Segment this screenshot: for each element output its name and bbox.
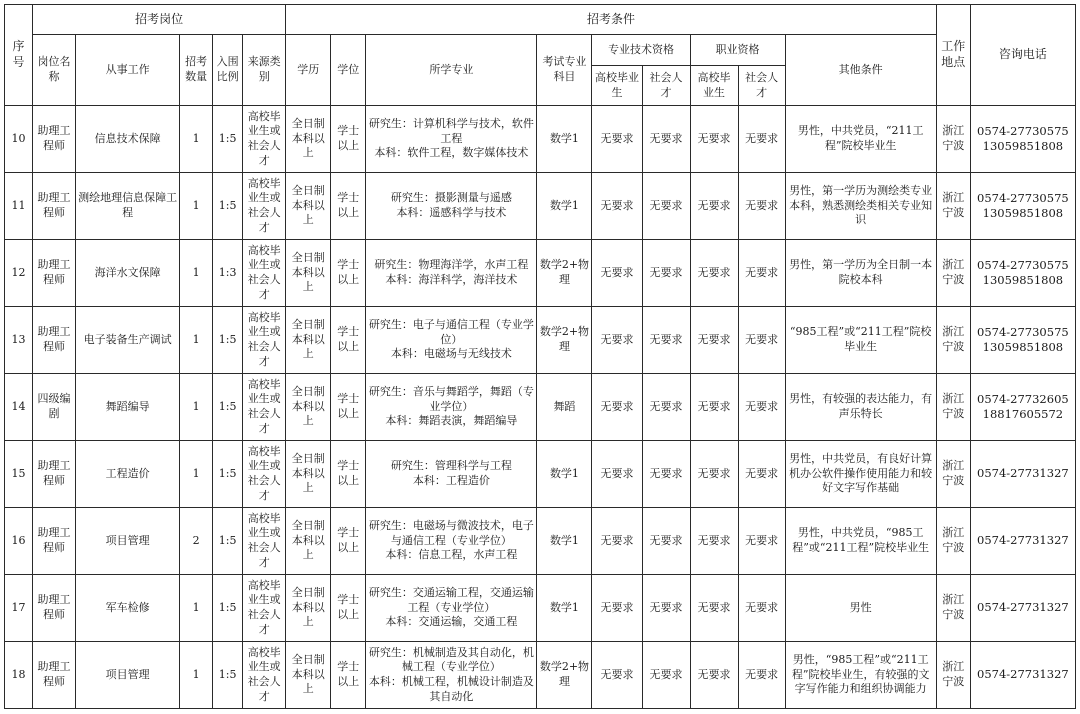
cell-tech-graduate: 无要求	[592, 441, 642, 508]
cell-work-content: 军车检修	[76, 575, 180, 642]
cell-phone: 0574-27731327	[970, 642, 1075, 709]
cell-degree: 学士以上	[331, 173, 366, 240]
cell-voc-social: 无要求	[738, 240, 785, 307]
cell-voc-social: 无要求	[738, 642, 785, 709]
cell-other-conditions: 男性，中共党员，有良好计算机办公软件操作使用能力和较好文字写作基础	[785, 441, 936, 508]
cell-post-name: 助理工程师	[33, 240, 76, 307]
cell-phone: 0574-27732605 18817605572	[970, 374, 1075, 441]
cell-location: 浙江宁波	[936, 374, 970, 441]
cell-education: 全日制本科以上	[286, 240, 331, 307]
cell-tech-graduate: 无要求	[592, 575, 642, 642]
cell-degree: 学士以上	[331, 374, 366, 441]
header-ratio: 入围比例	[213, 35, 243, 106]
cell-seq: 12	[5, 240, 33, 307]
cell-ratio: 1:5	[213, 441, 243, 508]
cell-education: 全日制本科以上	[286, 508, 331, 575]
cell-tech-social: 无要求	[642, 173, 690, 240]
cell-tech-social: 无要求	[642, 642, 690, 709]
cell-other-conditions: 男性	[785, 575, 936, 642]
cell-seq: 11	[5, 173, 33, 240]
cell-tech-graduate: 无要求	[592, 642, 642, 709]
cell-seq: 13	[5, 307, 33, 374]
cell-other-conditions: 男性，有较强的表达能力，有声乐特长	[785, 374, 936, 441]
cell-source: 高校毕业生或社会人才	[243, 642, 286, 709]
cell-major: 研究生：电子与通信工程（专业学位） 本科：电磁场与无线技术	[366, 307, 537, 374]
cell-source: 高校毕业生或社会人才	[243, 106, 286, 173]
cell-tech-social: 无要求	[642, 240, 690, 307]
cell-seq: 17	[5, 575, 33, 642]
cell-major: 研究生：计算机科学与技术，软件工程 本科：软件工程，数字媒体技术	[366, 106, 537, 173]
cell-exam-subject: 舞蹈	[537, 374, 592, 441]
cell-tech-graduate: 无要求	[592, 106, 642, 173]
cell-degree: 学士以上	[331, 441, 366, 508]
cell-post-name: 助理工程师	[33, 508, 76, 575]
cell-exam-subject: 数学1	[537, 575, 592, 642]
header-education: 学历	[286, 35, 331, 106]
cell-voc-graduate: 无要求	[690, 441, 738, 508]
cell-recruit-count: 1	[180, 240, 213, 307]
cell-other-conditions: 男性，第一学历为测绘类专业本科，熟悉测绘类相关专业知识	[785, 173, 936, 240]
cell-phone: 0574-27731327	[970, 575, 1075, 642]
cell-voc-graduate: 无要求	[690, 173, 738, 240]
cell-tech-social: 无要求	[642, 374, 690, 441]
cell-seq: 16	[5, 508, 33, 575]
cell-tech-graduate: 无要求	[592, 508, 642, 575]
cell-ratio: 1:3	[213, 240, 243, 307]
header-source: 来源类别	[243, 35, 286, 106]
cell-source: 高校毕业生或社会人才	[243, 374, 286, 441]
cell-exam-subject: 数学1	[537, 441, 592, 508]
cell-work-content: 项目管理	[76, 642, 180, 709]
cell-recruit-count: 1	[180, 374, 213, 441]
cell-degree: 学士以上	[331, 508, 366, 575]
cell-major: 研究生：交通运输工程，交通运输工程（专业学位） 本科：交通运输，交通工程	[366, 575, 537, 642]
table-row	[5, 173, 1076, 240]
header-other-conditions: 其他条件	[785, 35, 936, 106]
cell-other-conditions: 男性，中共党员，“211工程”院校毕业生	[785, 106, 936, 173]
header-seq: 序号	[5, 5, 33, 106]
cell-education: 全日制本科以上	[286, 307, 331, 374]
cell-ratio: 1:5	[213, 106, 243, 173]
header-degree: 学位	[331, 35, 366, 106]
cell-post-name: 助理工程师	[33, 106, 76, 173]
cell-recruit-count: 1	[180, 106, 213, 173]
cell-source: 高校毕业生或社会人才	[243, 240, 286, 307]
cell-recruit-count: 1	[180, 307, 213, 374]
cell-recruit-count: 1	[180, 642, 213, 709]
cell-tech-social: 无要求	[642, 441, 690, 508]
header-tech-graduate: 高校毕业生	[592, 66, 642, 106]
cell-seq: 10	[5, 106, 33, 173]
cell-seq: 14	[5, 374, 33, 441]
cell-degree: 学士以上	[331, 106, 366, 173]
cell-ratio: 1:5	[213, 508, 243, 575]
cell-phone: 0574-27730575 13059851808	[970, 173, 1075, 240]
cell-recruit-count: 2	[180, 508, 213, 575]
header-major: 所学专业	[366, 35, 537, 106]
cell-tech-graduate: 无要求	[592, 307, 642, 374]
cell-other-conditions: 男性，第一学历为全日制一本院校本科	[785, 240, 936, 307]
cell-degree: 学士以上	[331, 307, 366, 374]
cell-post-name: 助理工程师	[33, 575, 76, 642]
cell-exam-subject: 数学2+物理	[537, 240, 592, 307]
cell-work-content: 电子装备生产调试	[76, 307, 180, 374]
cell-work-content: 项目管理	[76, 508, 180, 575]
table-row	[5, 240, 1076, 307]
cell-major: 研究生：音乐与舞蹈学，舞蹈（专业学位） 本科：舞蹈表演，舞蹈编导	[366, 374, 537, 441]
cell-exam-subject: 数学1	[537, 106, 592, 173]
cell-tech-social: 无要求	[642, 575, 690, 642]
cell-major: 研究生：管理科学与工程 本科：工程造价	[366, 441, 537, 508]
table-row	[5, 575, 1076, 642]
cell-voc-social: 无要求	[738, 173, 785, 240]
cell-major: 研究生：电磁场与微波技术，电子与通信工程（专业学位） 本科：信息工程，水声工程	[366, 508, 537, 575]
cell-work-content: 海洋水文保障	[76, 240, 180, 307]
header-post-name: 岗位名称	[33, 35, 76, 106]
cell-tech-social: 无要求	[642, 106, 690, 173]
cell-major: 研究生：摄影测量与遥感 本科：遥感科学与技术	[366, 173, 537, 240]
cell-ratio: 1:5	[213, 307, 243, 374]
cell-source: 高校毕业生或社会人才	[243, 307, 286, 374]
cell-exam-subject: 数学1	[537, 173, 592, 240]
cell-source: 高校毕业生或社会人才	[243, 441, 286, 508]
cell-ratio: 1:5	[213, 173, 243, 240]
header-phone: 咨询电话	[970, 5, 1075, 106]
header-location: 工作地点	[936, 5, 970, 106]
cell-degree: 学士以上	[331, 575, 366, 642]
cell-voc-social: 无要求	[738, 307, 785, 374]
cell-voc-graduate: 无要求	[690, 575, 738, 642]
header-vocational-qualification: 职业资格	[690, 35, 785, 66]
cell-seq: 15	[5, 441, 33, 508]
cell-voc-social: 无要求	[738, 508, 785, 575]
header-exam-subject: 考试专业科目	[537, 35, 592, 106]
table-row	[5, 508, 1076, 575]
cell-phone: 0574-27731327	[970, 441, 1075, 508]
cell-tech-graduate: 无要求	[592, 240, 642, 307]
cell-tech-graduate: 无要求	[592, 173, 642, 240]
cell-work-content: 测绘地理信息保障工程	[76, 173, 180, 240]
cell-other-conditions: 男性，“985工程”或“211工程”院校毕业生，有较强的文字写作能力和组织协调能力	[785, 642, 936, 709]
cell-education: 全日制本科以上	[286, 441, 331, 508]
cell-phone: 0574-27730575 13059851808	[970, 106, 1075, 173]
cell-education: 全日制本科以上	[286, 575, 331, 642]
cell-phone: 0574-27730575 13059851808	[970, 307, 1075, 374]
cell-education: 全日制本科以上	[286, 642, 331, 709]
cell-source: 高校毕业生或社会人才	[243, 575, 286, 642]
cell-degree: 学士以上	[331, 240, 366, 307]
cell-work-content: 信息技术保障	[76, 106, 180, 173]
cell-other-conditions: 男性，中共党员，“985工程”或“211工程”院校毕业生	[785, 508, 936, 575]
table-row	[5, 106, 1076, 173]
cell-ratio: 1:5	[213, 642, 243, 709]
cell-ratio: 1:5	[213, 374, 243, 441]
cell-location: 浙江宁波	[936, 441, 970, 508]
cell-phone: 0574-27730575 13059851808	[970, 240, 1075, 307]
cell-phone: 0574-27731327	[970, 508, 1075, 575]
cell-location: 浙江宁波	[936, 508, 970, 575]
cell-voc-social: 无要求	[738, 575, 785, 642]
cell-location: 浙江宁波	[936, 173, 970, 240]
cell-tech-social: 无要求	[642, 508, 690, 575]
table-body	[5, 106, 1076, 709]
cell-education: 全日制本科以上	[286, 173, 331, 240]
header-work-content: 从事工作	[76, 35, 180, 106]
cell-tech-graduate: 无要求	[592, 374, 642, 441]
table-row	[5, 441, 1076, 508]
cell-post-name: 助理工程师	[33, 307, 76, 374]
cell-post-name: 助理工程师	[33, 642, 76, 709]
cell-location: 浙江宁波	[936, 106, 970, 173]
cell-education: 全日制本科以上	[286, 374, 331, 441]
cell-exam-subject: 数学2+物理	[537, 642, 592, 709]
cell-voc-graduate: 无要求	[690, 307, 738, 374]
cell-voc-social: 无要求	[738, 106, 785, 173]
recruitment-sheet	[4, 4, 1076, 709]
cell-post-name: 助理工程师	[33, 173, 76, 240]
cell-recruit-count: 1	[180, 575, 213, 642]
cell-voc-social: 无要求	[738, 441, 785, 508]
header-tech-social: 社会人才	[642, 66, 690, 106]
recruitment-table	[4, 4, 1076, 709]
cell-post-name: 四级编剧	[33, 374, 76, 441]
table-row	[5, 374, 1076, 441]
cell-major: 研究生：机械制造及其自动化，机械工程（专业学位） 本科：机械工程，机械设计制造及其自动化	[366, 642, 537, 709]
cell-location: 浙江宁波	[936, 575, 970, 642]
cell-tech-social: 无要求	[642, 307, 690, 374]
cell-work-content: 工程造价	[76, 441, 180, 508]
header-voc-social: 社会人才	[738, 66, 785, 106]
cell-location: 浙江宁波	[936, 642, 970, 709]
cell-major: 研究生：物理海洋学，水声工程 本科：海洋科学，海洋技术	[366, 240, 537, 307]
header-voc-graduate: 高校毕业生	[690, 66, 738, 106]
cell-location: 浙江宁波	[936, 307, 970, 374]
cell-voc-graduate: 无要求	[690, 374, 738, 441]
cell-location: 浙江宁波	[936, 240, 970, 307]
header-tech-qualification: 专业技术资格	[592, 35, 690, 66]
cell-other-conditions: “985工程”或“211工程”院校毕业生	[785, 307, 936, 374]
cell-exam-subject: 数学2+物理	[537, 307, 592, 374]
header-group-position: 招考岗位	[33, 5, 286, 35]
cell-voc-graduate: 无要求	[690, 642, 738, 709]
cell-degree: 学士以上	[331, 642, 366, 709]
cell-seq: 18	[5, 642, 33, 709]
cell-voc-social: 无要求	[738, 374, 785, 441]
cell-voc-graduate: 无要求	[690, 106, 738, 173]
cell-post-name: 助理工程师	[33, 441, 76, 508]
cell-voc-graduate: 无要求	[690, 508, 738, 575]
header-group-conditions: 招考条件	[286, 5, 936, 35]
cell-voc-graduate: 无要求	[690, 240, 738, 307]
cell-source: 高校毕业生或社会人才	[243, 508, 286, 575]
cell-exam-subject: 数学1	[537, 508, 592, 575]
cell-work-content: 舞蹈编导	[76, 374, 180, 441]
cell-education: 全日制本科以上	[286, 106, 331, 173]
table-row	[5, 307, 1076, 374]
cell-source: 高校毕业生或社会人才	[243, 173, 286, 240]
table-row	[5, 642, 1076, 709]
cell-recruit-count: 1	[180, 173, 213, 240]
cell-ratio: 1:5	[213, 575, 243, 642]
header-recruit-count: 招考数量	[180, 35, 213, 106]
cell-recruit-count: 1	[180, 441, 213, 508]
